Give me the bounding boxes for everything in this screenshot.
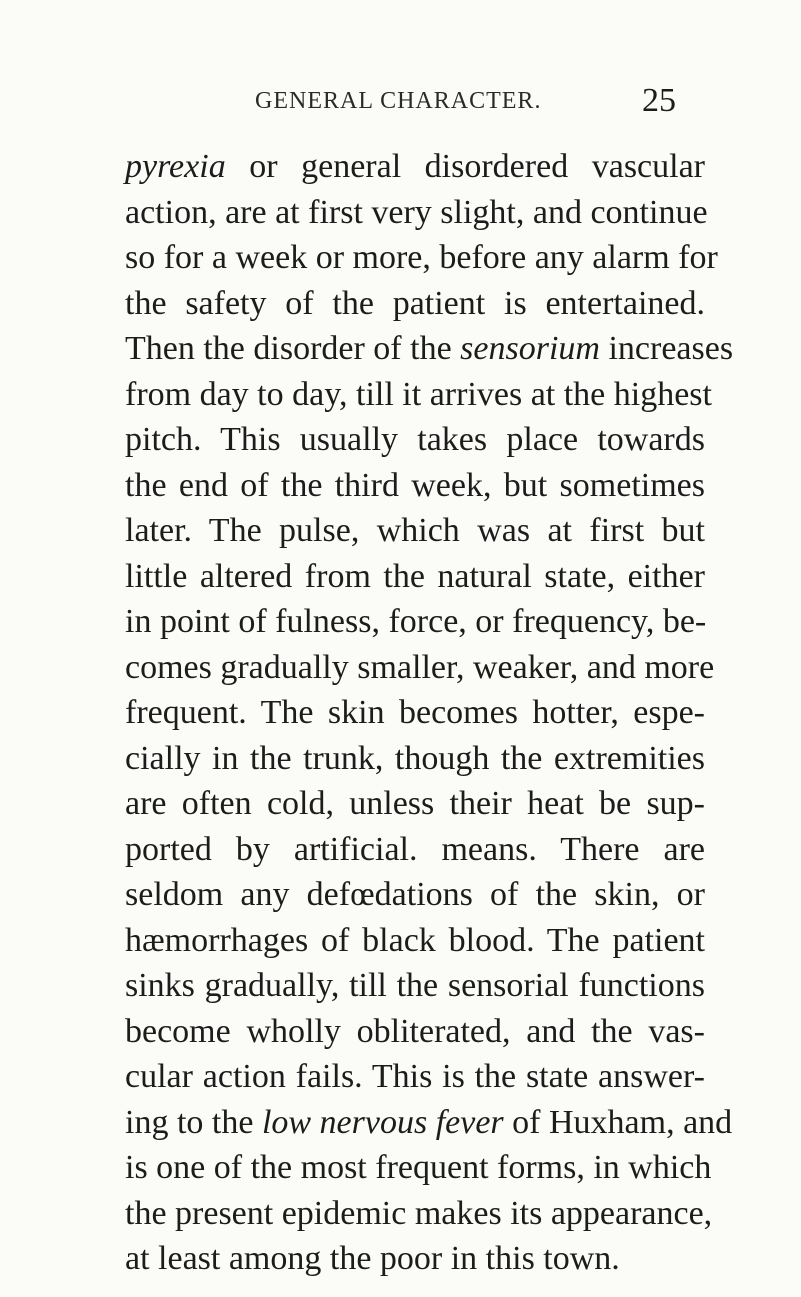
text-line: the safety of the patient is entertained. xyxy=(125,284,705,322)
italic-term: low nervous fever xyxy=(261,1103,504,1141)
text-line: comes gradually smaller, weaker, and more xyxy=(125,648,715,686)
text-span: ing to the xyxy=(125,1103,262,1141)
italic-term: sensorium xyxy=(460,330,600,367)
text-span: increases xyxy=(599,330,734,367)
running-head: GENERAL CHARACTER. xyxy=(255,88,542,114)
text-span: or general disordered vascular xyxy=(225,148,705,185)
text-line xyxy=(125,1100,733,1146)
text-line: the present epidemic makes its appearance, xyxy=(125,1194,713,1232)
text-line: little altered from the natural state, either xyxy=(125,557,705,595)
text-line: pitch. This usually takes place towards xyxy=(125,421,705,458)
text-line: are often cold, unless their heat be sup- xyxy=(125,785,705,822)
text-line: sinks gradually, till the sensorial functions xyxy=(125,967,705,1004)
text-line: become wholly obliterated, and the vas- xyxy=(125,1012,705,1050)
text-line: is one of the most frequent forms, in which xyxy=(125,1149,712,1186)
text-line: cular action fails. This is the state answer- xyxy=(125,1058,705,1095)
text-span: of Huxham, and xyxy=(503,1103,733,1141)
text-line: so for a week or more, before any alarm for xyxy=(125,239,718,276)
italic-term: pyrexia xyxy=(125,148,226,185)
text-line: at least among the poor in this town. xyxy=(125,1240,620,1277)
text-line: in point of fulness, force, or frequency, be- xyxy=(125,603,707,640)
text-line: later. The pulse, which was at first but xyxy=(125,512,705,549)
text-line: the end of the third week, but sometimes xyxy=(125,466,705,504)
text-line: cially in the trunk, though the extremities xyxy=(125,739,705,777)
body-paragraph xyxy=(125,144,734,1282)
text-line: frequent. The skin becomes hotter, espe- xyxy=(125,694,705,731)
text-line: hæmorrhages of black blood. The patient xyxy=(125,921,705,959)
text-line: action, are at first very slight, and continue xyxy=(125,193,708,231)
page-number: 25 xyxy=(642,82,676,119)
text-line xyxy=(125,326,734,372)
text-line: seldom any defœdations of the skin, or xyxy=(125,876,705,913)
text-line xyxy=(125,144,705,190)
text-span: Then the disorder of the xyxy=(125,330,461,367)
text-line: ported by artificial. means. There are xyxy=(125,830,705,868)
text-line: from day to day, till it arrives at the highest xyxy=(125,375,712,413)
